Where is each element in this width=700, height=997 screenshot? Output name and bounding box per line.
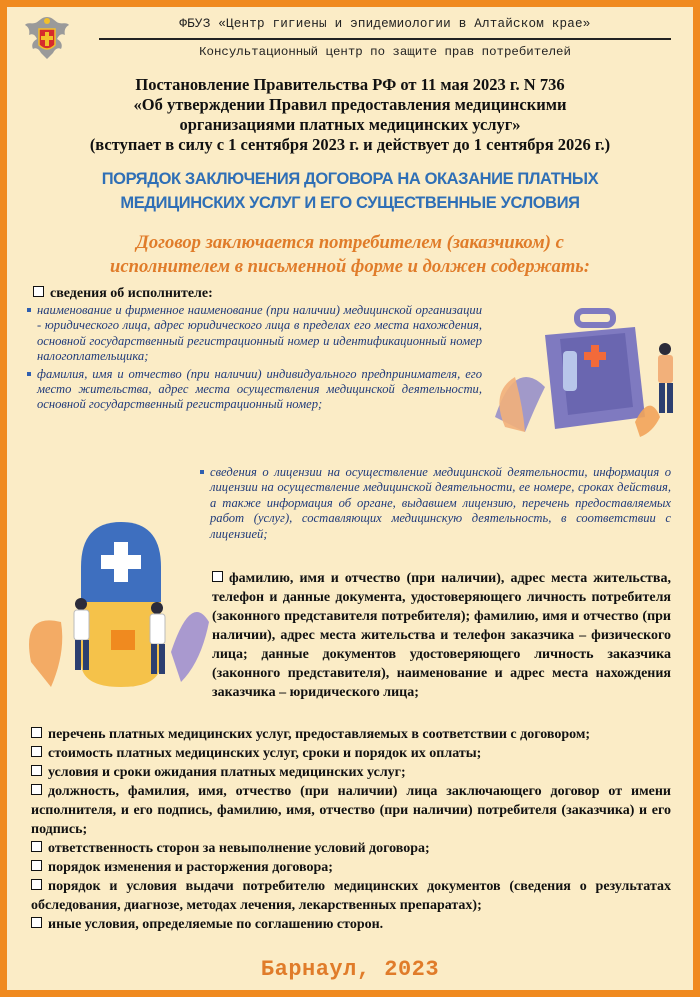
contract-conditions-list (31, 725, 671, 934)
intro-line-2: исполнителем в письменной форме и должен содержать: (110, 256, 590, 277)
consumer-text: фамилию, имя и отчество (при наличии), адрес места жительства, телефон и данные документа, удостоверяющего личность потребителя (законного представителя потребителя); фамилию, имя и отчество (при наличии), адрес места жительства и телефон заказчика – физического лица; данные документов удостоверяющего личность заказчика (законного представителя), наименование и адрес места нахождения заказчика – юридического лица; (212, 571, 671, 700)
bullet-item: наименование и фирменное наименование (при наличии) медицинской организации - юридического лица, адрес юридического лица в пределах его места нахождения, основной государственный регистрационный номер и идентификационный номер налогоплательщика; (27, 303, 482, 365)
condition-text: условия и сроки ожидания платных медицинских услуг; (48, 765, 406, 780)
condition-text: иные условия, определяемые по соглашению сторон. (48, 917, 384, 932)
condition-item (31, 782, 671, 839)
organization-name: ФБУЗ «Центр гигиены и эпидемиологии в Алтайском крае» (179, 17, 591, 31)
header-divider (99, 38, 671, 40)
rospotrebnadzor-emblem (21, 13, 73, 65)
section-title-line-2: МЕДИЦИНСКИХ УСЛУГ И ЕГО СУЩЕСТВЕННЫЕ УСЛОВИЯ (120, 194, 580, 212)
intro-text (27, 231, 673, 279)
bullet-item: фамилия, имя и отчество (при наличии) индивидуального предпринимателя, его место жительства, адрес места осуществления медицинской деятельности, основной государственный регистрационный номер; (27, 367, 482, 413)
section-title-line-1: ПОРЯДОК ЗАКЛЮЧЕНИЯ ДОГОВОРА НА ОКАЗАНИЕ ПЛАТНЫХ (101, 170, 599, 188)
condition-text: порядок изменения и расторжения договора; (48, 860, 333, 875)
checkbox-icon (31, 784, 42, 795)
consumer-paragraph (212, 569, 671, 702)
decree-title (27, 75, 673, 155)
condition-text: стоимость платных медицинских услуг, сроки и порядок их оплаты; (48, 746, 482, 761)
checkbox-icon (31, 727, 42, 738)
condition-item (31, 877, 671, 915)
footer-city-year: Барнаул, 2023 (260, 957, 440, 982)
license-bullets (200, 465, 671, 544)
checkbox-icon (31, 917, 42, 928)
decree-line-2: «Об утверждении Правил предоставления медицинскими (133, 95, 567, 114)
checkbox-icon (31, 746, 42, 757)
decree-line-4: (вступает в силу с 1 сентября 2023 г. и действует до 1 сентября 2026 г.) (89, 135, 611, 154)
consult-center-name: Консультационный центр по защите прав потребителей (199, 45, 571, 59)
checkbox-icon (31, 841, 42, 852)
condition-item (31, 915, 671, 934)
capsule-doctors-illustration (21, 512, 211, 697)
intro-line-1: Договор заключается потребителем (заказчиком) с (136, 232, 564, 253)
condition-text: должность, фамилия, имя, отчество (при наличии) лица заключающего договор от имени исполнителя, и его подпись, фамилию, имя, отчество (при наличии) потребителя (заказчика) и его подпись; (31, 784, 671, 837)
condition-text: перечень платных медицинских услуг, предоставляемых в соответствии с договором; (48, 727, 591, 742)
executor-heading (33, 286, 213, 302)
checkbox-icon (31, 879, 42, 890)
checkbox-icon (33, 286, 44, 297)
bullet-item: сведения о лицензии на осуществление медицинской деятельности, информация о лицензии на осуществление медицинской деятельности, ее номере, сроках действия, а также информация об органе, выдавшем лицензию, перечень предоставляемых работ (услуг), составляющих медицинскую деятельность, в соответствии с лицензией; (200, 465, 671, 542)
condition-item (31, 763, 671, 782)
condition-item (31, 839, 671, 858)
checkbox-icon (212, 571, 223, 582)
condition-text: порядок и условия выдачи потребителю медицинских документов (сведения о результатах обследования, диагнозе, методах лечения, лекарственных препаратах); (31, 879, 671, 913)
condition-item (31, 744, 671, 763)
medical-bag-illustration (485, 297, 685, 447)
condition-text: ответственность сторон за невыполнение условий договора; (48, 841, 430, 856)
section-title (27, 167, 673, 215)
decree-line-3: организациями платных медицинских услуг» (179, 115, 521, 134)
condition-item (31, 725, 671, 744)
checkbox-icon (31, 860, 42, 871)
decree-line-1: Постановление Правительства РФ от 11 мая 2023 г. N 736 (135, 75, 565, 94)
checkbox-icon (31, 765, 42, 776)
executor-bullets (27, 303, 482, 415)
executor-heading-label: сведения об исполнителе: (50, 286, 213, 301)
condition-item (31, 858, 671, 877)
